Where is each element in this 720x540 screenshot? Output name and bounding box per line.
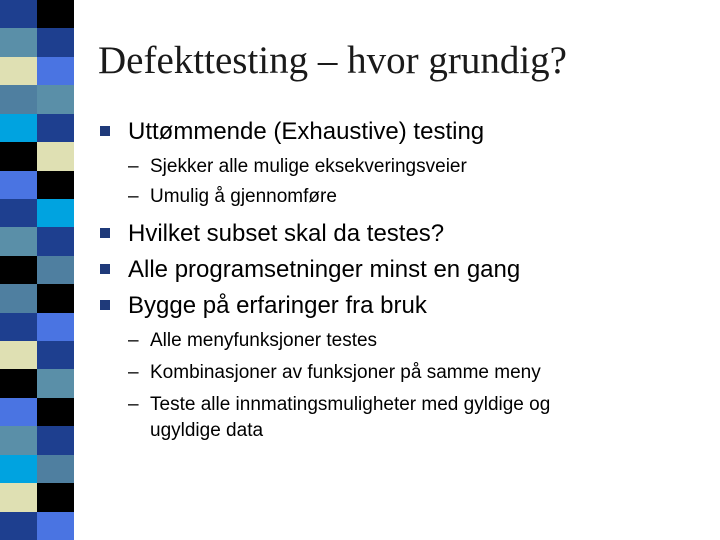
stripe-block xyxy=(0,57,74,85)
slide-title: Defekttesting – hvor grundig? xyxy=(98,39,567,82)
stripe-block xyxy=(0,512,74,540)
bullet-item xyxy=(100,118,484,146)
stripe-block xyxy=(0,28,74,56)
stripe-block xyxy=(0,227,74,255)
sub-bullet-text: Umulig å gjennomføre xyxy=(150,186,337,207)
stripe-block xyxy=(0,85,74,113)
stripe-block xyxy=(0,199,74,227)
sub-bullet-text: Teste alle innmatingsmuligheter med gyldige og xyxy=(150,394,551,415)
sub-bullet-item xyxy=(128,362,541,384)
sub-bullet-text: Alle menyfunksjoner testes xyxy=(150,330,378,351)
sub-bullet-item xyxy=(128,330,377,352)
sub-bullet-item xyxy=(128,186,337,208)
bullet-text: Bygge på erfaringer fra bruk xyxy=(128,292,427,319)
stripe-block xyxy=(0,0,74,28)
decorative-stripe xyxy=(0,0,74,540)
stripe-block xyxy=(0,142,74,170)
bullet-text: Alle programsetninger minst en gang xyxy=(128,256,521,283)
square-bullet-icon xyxy=(100,300,110,310)
square-bullet-icon xyxy=(100,264,110,274)
sub-bullet-text: Kombinasjoner av funksjoner på samme meny xyxy=(150,362,541,383)
stripe-block xyxy=(0,426,74,454)
stripe-block xyxy=(0,313,74,341)
square-bullet-icon xyxy=(100,228,110,238)
dash-marker: – xyxy=(128,362,139,383)
sub-bullet-item xyxy=(128,394,550,416)
sub-bullet-text: ugyldige data xyxy=(150,420,264,441)
stripe-block xyxy=(0,114,74,142)
stripe-block xyxy=(0,369,74,397)
dash-marker: – xyxy=(128,330,139,351)
dash-marker: – xyxy=(128,394,139,415)
stripe-block xyxy=(0,171,74,199)
stripe-block xyxy=(0,398,74,426)
stripe-block xyxy=(0,455,74,483)
sub-bullet-item xyxy=(128,156,467,178)
bullet-item xyxy=(100,292,427,320)
stripe-block xyxy=(0,341,74,369)
sub-bullet-continuation xyxy=(150,420,263,442)
bullet-text: Uttømmende (Exhaustive) testing xyxy=(128,118,485,145)
stripe-block xyxy=(0,284,74,312)
bullet-item xyxy=(100,256,520,284)
dash-marker: – xyxy=(128,156,139,177)
bullet-item xyxy=(100,220,444,248)
square-bullet-icon xyxy=(100,126,110,136)
dash-marker: – xyxy=(128,186,139,207)
bullet-text: Hvilket subset skal da testes? xyxy=(128,220,445,247)
stripe-block xyxy=(0,256,74,284)
sub-bullet-text: Sjekker alle mulige eksekveringsveier xyxy=(150,156,467,177)
stripe-block xyxy=(0,483,74,511)
